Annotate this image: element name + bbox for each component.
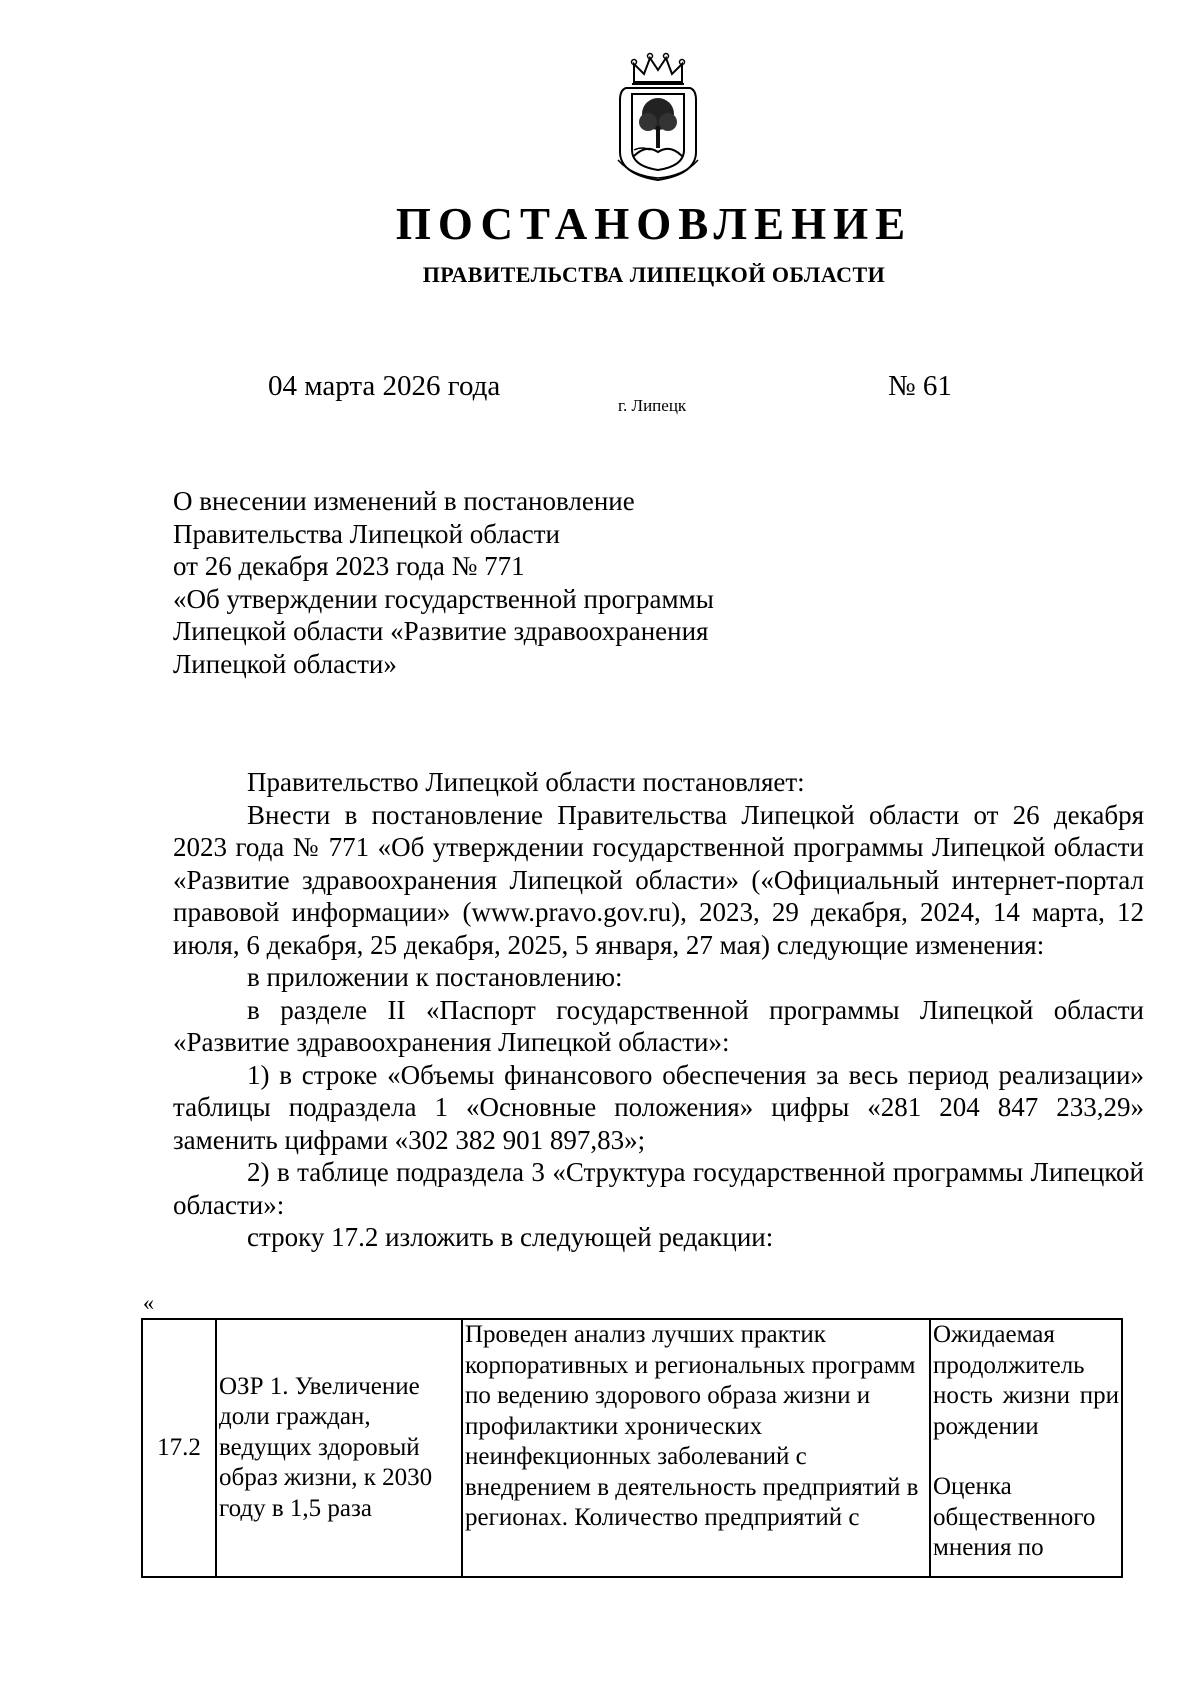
body-paragraph: Внести в постановление Правительства Липецкой области от 26 декабря 2023 года № 771 «Об утверждении государственной программы Липецкой области «Развитие здравоохранения Липецкой области» («Официальный интернет-портал правовой информации» (www.pravo.gov.ru), 2023, 29 декабря, 2024, 14 марта, 12 июля, 6 декабря, 25 декабря, 2025, 5 января, 27 мая) следующие изменения: — [173, 799, 1144, 960]
subject-line: от 26 декабря 2023 года № 771 — [173, 551, 525, 581]
opening-quote-mark: « — [143, 1290, 154, 1315]
description-cell — [462, 1319, 930, 1577]
body-paragraph: Правительство Липецкой области постановляет: — [247, 767, 805, 797]
document-date: 04 марта 2026 года — [268, 370, 501, 402]
subject-line: Липецкой области» — [173, 648, 397, 679]
body-paragraph: 1) в строке «Объемы финансового обеспечения за весь период реализации» таблицы подраздела 1 «Основные положения» цифры «281 204 847 233,29» заменить цифрами «302 382 901 897,83»; — [173, 1059, 1144, 1155]
subject-line: «Об утверждении государственной программы — [173, 583, 714, 614]
table-row — [142, 1319, 1122, 1577]
indicator-gap — [933, 1442, 1119, 1472]
subject-line: О внесении изменений в постановление — [173, 486, 635, 516]
indicator-text: Ожидаемая продолжитель ность жизни при рождении — [933, 1321, 1119, 1440]
document-body — [173, 766, 1144, 1254]
amendment-table — [141, 1318, 1123, 1578]
goal-cell: ОЗР 1. Увеличение доли граждан, ведущих здоровый образ жизни, к 2030 году в 1,5 раза — [216, 1319, 462, 1577]
indicator-text: Оценка общественного мнения по — [933, 1473, 1096, 1561]
indicator-wrap — [933, 1320, 1119, 1576]
subject-line: Липецкой области «Развитие здравоохранения — [173, 616, 709, 646]
body-paragraph: в приложении к постановлению: — [247, 962, 623, 992]
body-paragraph: в разделе II «Паспорт государственной программы Липецкой области «Развитие здравоохранения Липецкой области»: — [173, 994, 1144, 1057]
coat-of-arms-emblem — [612, 52, 704, 184]
subject-line: Правительства Липецкой области — [173, 518, 561, 549]
row-number-cell: 17.2 — [142, 1319, 216, 1577]
document-number: № 61 — [888, 370, 952, 402]
body-paragraph: 2) в таблице подраздела 3 «Структура государственной программы Липецкой области»: — [173, 1157, 1144, 1220]
document-city: г. Липецк — [618, 396, 687, 415]
document-subject — [173, 485, 873, 680]
indicator-cell — [930, 1319, 1122, 1577]
description-text: Проведен анализ лучших практик корпоративных и региональных программ по ведению здорового образа жизни и профилактики хронических неинфекционных заболеваний с внедрением в деятельность предприятий в регионах. Количество предприятий с — [465, 1321, 919, 1531]
issuer-title: ПРАВИТЕЛЬСТВА ЛИПЕЦКОЙ ОБЛАСТИ — [422, 262, 886, 287]
document-type-title: ПОСТАНОВЛЕНИЕ — [395, 199, 913, 249]
body-paragraph: строку 17.2 изложить в следующей редакции: — [247, 1222, 774, 1252]
